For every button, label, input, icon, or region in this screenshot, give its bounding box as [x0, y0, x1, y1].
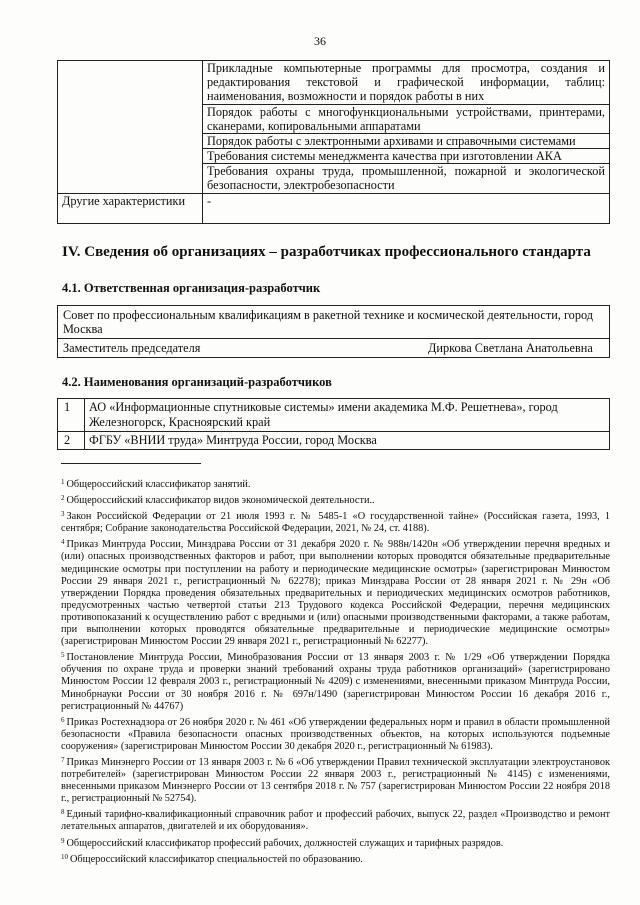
footnote-separator: [61, 463, 201, 464]
knowledge-table: [57, 60, 610, 224]
footnote-number: 5: [61, 651, 65, 660]
person-name-cell: Диркова Светлана Анатольевна: [304, 339, 610, 358]
responsible-org-table: [57, 305, 610, 358]
footnote-number: 8: [61, 808, 65, 817]
footnote-text: Общероссийский классификатор видов экономической деятельности..: [66, 495, 375, 507]
footnote: [61, 492, 610, 507]
org-cell: ФГБУ «ВНИИ труда» Минтруда России, город Москва: [85, 432, 610, 450]
footnote-text: Единый тарифно-квалификационный справочник работ и профессий рабочих, выпуск 22, раздел «Производство и ремонт летательных аппаратов, двигателей и их оборудования».: [61, 809, 610, 833]
table-cell-left: [58, 61, 203, 194]
position-cell: Заместитель председателя: [58, 339, 305, 358]
footnote: [61, 508, 610, 535]
footnote-text: Общероссийский классификатор специальностей по образованию.: [70, 853, 363, 865]
footnote-number: 4: [61, 538, 65, 547]
footnote: [61, 476, 610, 491]
table-cell: Требования охраны труда, промышленной, пожарной и экологической безопасности, электробезопасности: [203, 164, 610, 194]
org-name-cell: Совет по профессиональным квалификациям в ракетной технике и космической деятельности, город Москва: [58, 306, 610, 339]
footnote: [61, 835, 610, 850]
footnote-text: Приказ Минэнерго России от 13 января 2003 г. № 6 «Об утверждении Правил технической эксплуатации электроустановок потребителей» (зарегистрирован Минюстом России 22 января 2003 г., регистрационный № 4145) с изменениями, внесенными приказом Минэнерго России от 13 сентября 2018 г. № 757 (зарегистрирован Минюстом России 22 ноября 2018 г., регистрационный № 52754).: [61, 756, 610, 805]
footnote-text: Закон Российской Федерации от 21 июля 1993 г. № 5485-1 «О государственной тайне» (Российская газета, 1993, 1 сентября; Собрание законодательства Российской Федерации, 2021, № 24, ст. 4188).: [61, 511, 610, 535]
footnote: [61, 851, 610, 866]
footnote-number: 3: [61, 510, 65, 519]
footnote-text: Общероссийский классификатор занятий.: [66, 479, 251, 490]
footnote-number: 9: [61, 836, 65, 845]
footnote: [61, 649, 610, 712]
row-number: 2: [58, 432, 85, 450]
table-cell: Порядок работы с многофункциональными устройствами, принтерами, сканерами, копировальными аппаратами: [203, 105, 610, 134]
subsection-4-1-title: 4.1. Ответственная организация-разработчик: [62, 281, 321, 295]
footnote-text: Приказ Ростехнадзора от 26 ноября 2020 г. № 461 «Об утверждении федеральных норм и правил в области промышленной безопасности «Правила безопасности опасных производственных объектов, на которых используются подъемные сооружения» (зарегистрирован Минюстом России 30 декабря 2020 г., регистрационный № 61983).: [61, 716, 610, 752]
footnote-number: 2: [61, 494, 65, 503]
footnote: [61, 536, 610, 648]
footnotes: [61, 476, 610, 867]
subsection-4-2-title: 4.2. Наименования организаций-разработчиков: [62, 375, 332, 389]
org-cell: АО «Информационные спутниковые системы» имени академика М.Ф. Решетнева», город Железногорск, Красноярский край: [85, 399, 610, 432]
footnote-text: Постановление Минтруда России, Минобразования России от 13 января 2003 г. № 1/29 «Об утверждении Порядка обучения по охране труда и проверки знаний требований охраны труда работников организаций» (зарегистрировано Минюстом России 12 февраля 2003 г., регистрационный № 4209) с изменениями, внесенными приказом Минтруда России, Минобрнауки России от 30 ноября 2016 г. № 697н/1490 (зарегистрирован Минюстом России 16 декабря 2016 г., регистрационный № 44767): [61, 652, 610, 712]
table-row: [58, 194, 610, 224]
footnote-text: Общероссийский классификатор профессий рабочих, должностей служащих и тарифных разрядов.: [66, 837, 504, 849]
table-cell-left: Другие характеристики: [58, 194, 203, 224]
page-number: 36: [314, 34, 326, 48]
footnote: [61, 806, 610, 833]
table-row: [58, 432, 610, 450]
table-row: [58, 61, 610, 105]
footnote-number: 7: [61, 755, 65, 764]
footnote-text: Приказ Минтруда России, Минздрава России от 31 декабря 2020 г. № 988н/1420н «Об утверждении перечня вредных и (или) опасных производственных факторов и работ, при выполнении которых проводятся обязательные предварительные медицинские осмотры при поступлении на работу и периодические медицинские осмотры» (зарегистрирован Минюстом России 29 января 2021 г., регистрационный № 62278); приказ Минздрава России от 28 января 2021 г. № 29н «Об утверждении Порядка проведения обязательных предварительных и периодических медицинских осмотров работников, предусмотренных частью четвертой статьи 213 Трудового кодекса Российской Федерации, перечня медицинских противопоказаний к осуществлению работ с вредными и (или) опасными производственными факторами, а также работам, при выполнении которых проводятся обязательные предварительные и периодические медицинские осмотры» (зарегистрирован Минюстом России 29 января 2021 г., регистрационный № 62277).: [61, 539, 610, 648]
section-title: IV. Сведения об организациях – разработчиках профессионального стандарта: [62, 244, 591, 260]
table-row: [58, 399, 610, 432]
table-cell: Порядок работы с электронными архивами и справочными системами: [203, 134, 610, 149]
table-row: [58, 306, 610, 339]
footnote-number: 6: [61, 715, 65, 724]
footnote-number: 1: [61, 478, 65, 486]
table-row: [58, 339, 610, 358]
developer-orgs-table: [57, 398, 610, 450]
footnote-number: 10: [61, 852, 68, 861]
footnote: [61, 714, 610, 753]
table-cell: Прикладные компьютерные программы для просмотра, создания и редактирования текстовой и графической информации, таблиц: наименования, возможности и порядок работы в них: [203, 61, 610, 105]
row-number: 1: [58, 399, 85, 432]
footnote: [61, 754, 610, 805]
table-cell: -: [203, 194, 610, 224]
table-cell: Требования системы менеджмента качества при изготовлении АКА: [203, 149, 610, 164]
